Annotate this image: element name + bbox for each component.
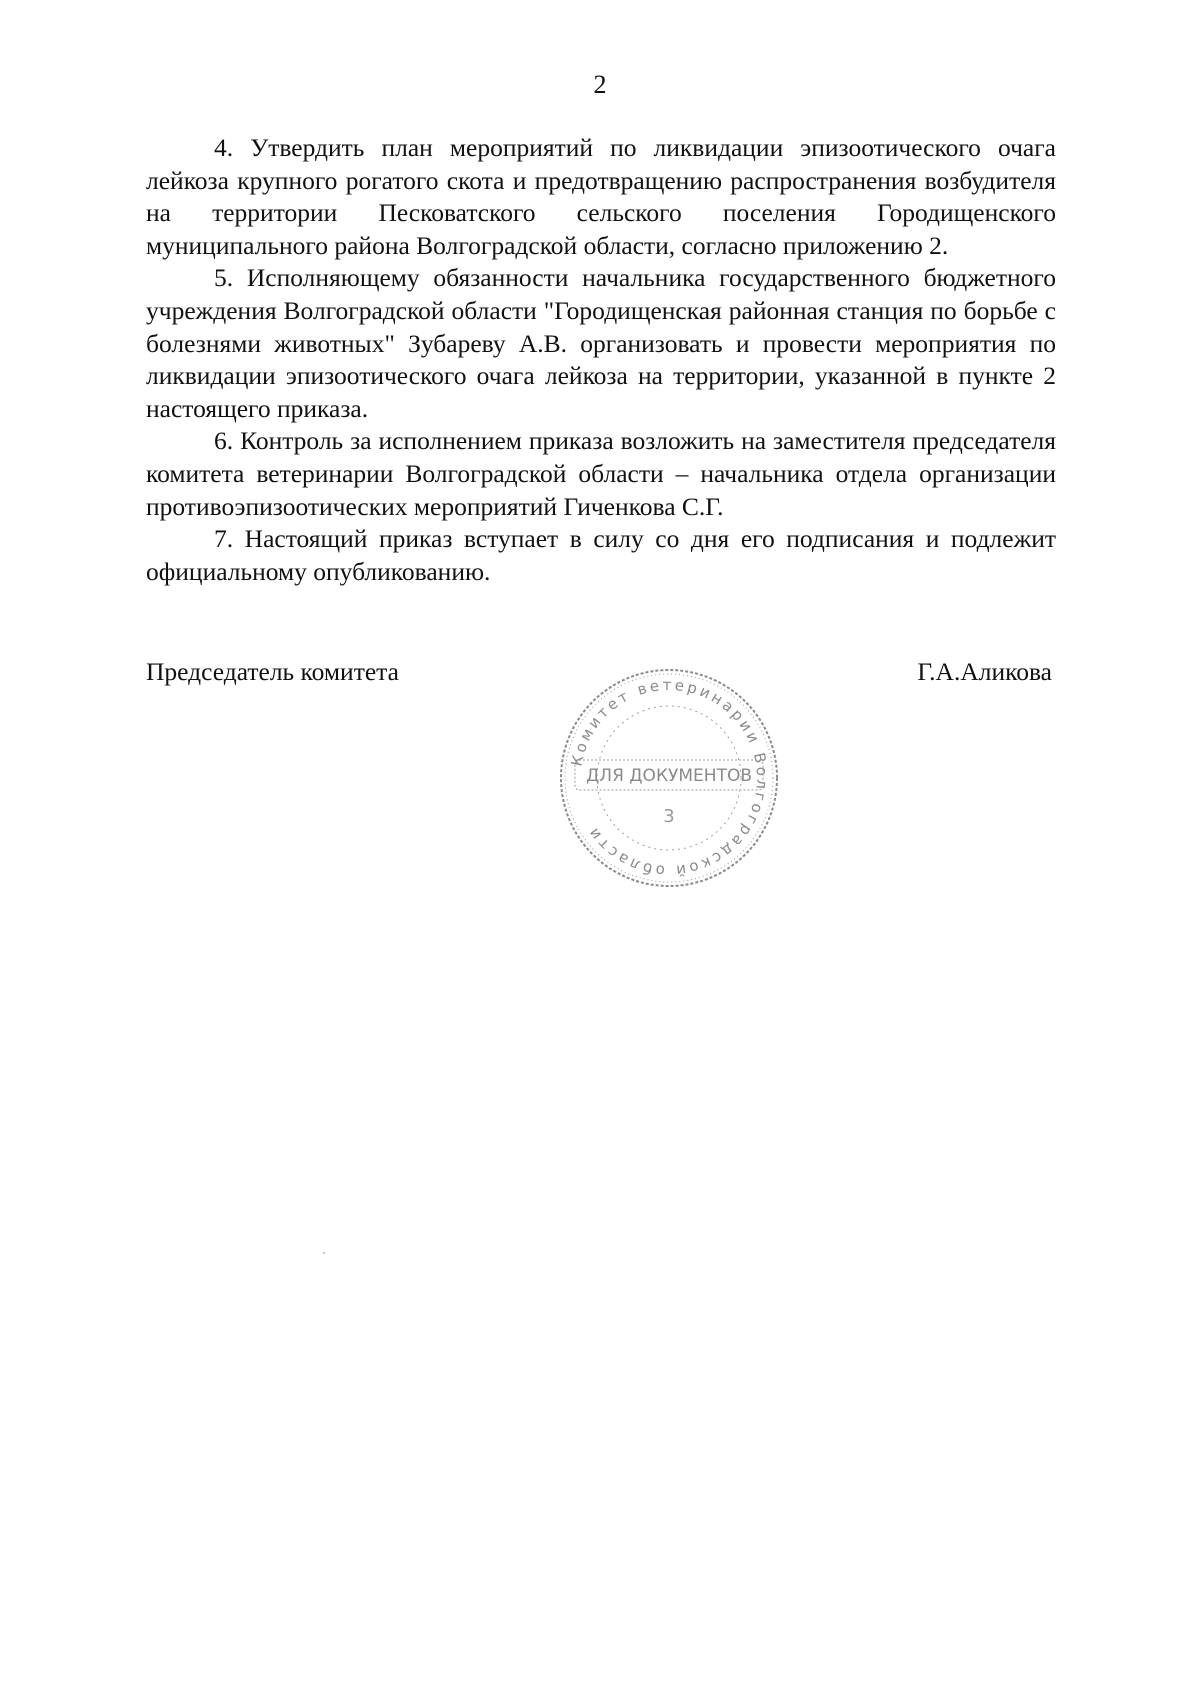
paragraph-item-6: 6. Контроль за исполнением приказа возложить на заместителя председателя комитета ветеринарии Волгоградской области – начальника отдела организации противоэпизоотических мероприятий Гиченкова С.Г. (146, 426, 1056, 521)
paragraph-item-4: 4. Утвердить план мероприятий по ликвидации эпизоотического очага лейкоза крупного рогатого скота и предотвращению распространения возбудителя на территории Песковатского сельского поселения Городищенского муниципального района Волгоградской области, согласно приложению 2. (146, 133, 1056, 260)
paragraph-item-5: 5. Исполняющему обязанности начальника государственного бюджетного учреждения Волгоградской области "Городищенская районная станция по борьбе с болезнями животных" Зубареву А.В. организовать и провести мероприятия по ликвидации эпизоотического очага лейкоза на территории, указанной в пункте 2 настоящего приказа. (146, 263, 1056, 423)
seal-ring-text: Комитет ветеринарии Волгоградской области (567, 675, 772, 881)
official-seal-stamp (553, 662, 785, 894)
scan-speck (323, 1252, 325, 1254)
page-number: 2 (593, 70, 607, 99)
seal-number: 3 (663, 806, 675, 827)
paragraph-item-7: 7. Настоящий приказ вступает в силу со дня его подписания и подлежит официальному опубликованию. (146, 524, 1056, 586)
seal-center-text: ДЛЯ ДОКУМЕНТОВ (586, 766, 752, 786)
document-body (146, 132, 1056, 588)
signatory-name: Г.А.Аликова (917, 657, 1052, 686)
signatory-title: Председатель комитета (146, 657, 399, 686)
